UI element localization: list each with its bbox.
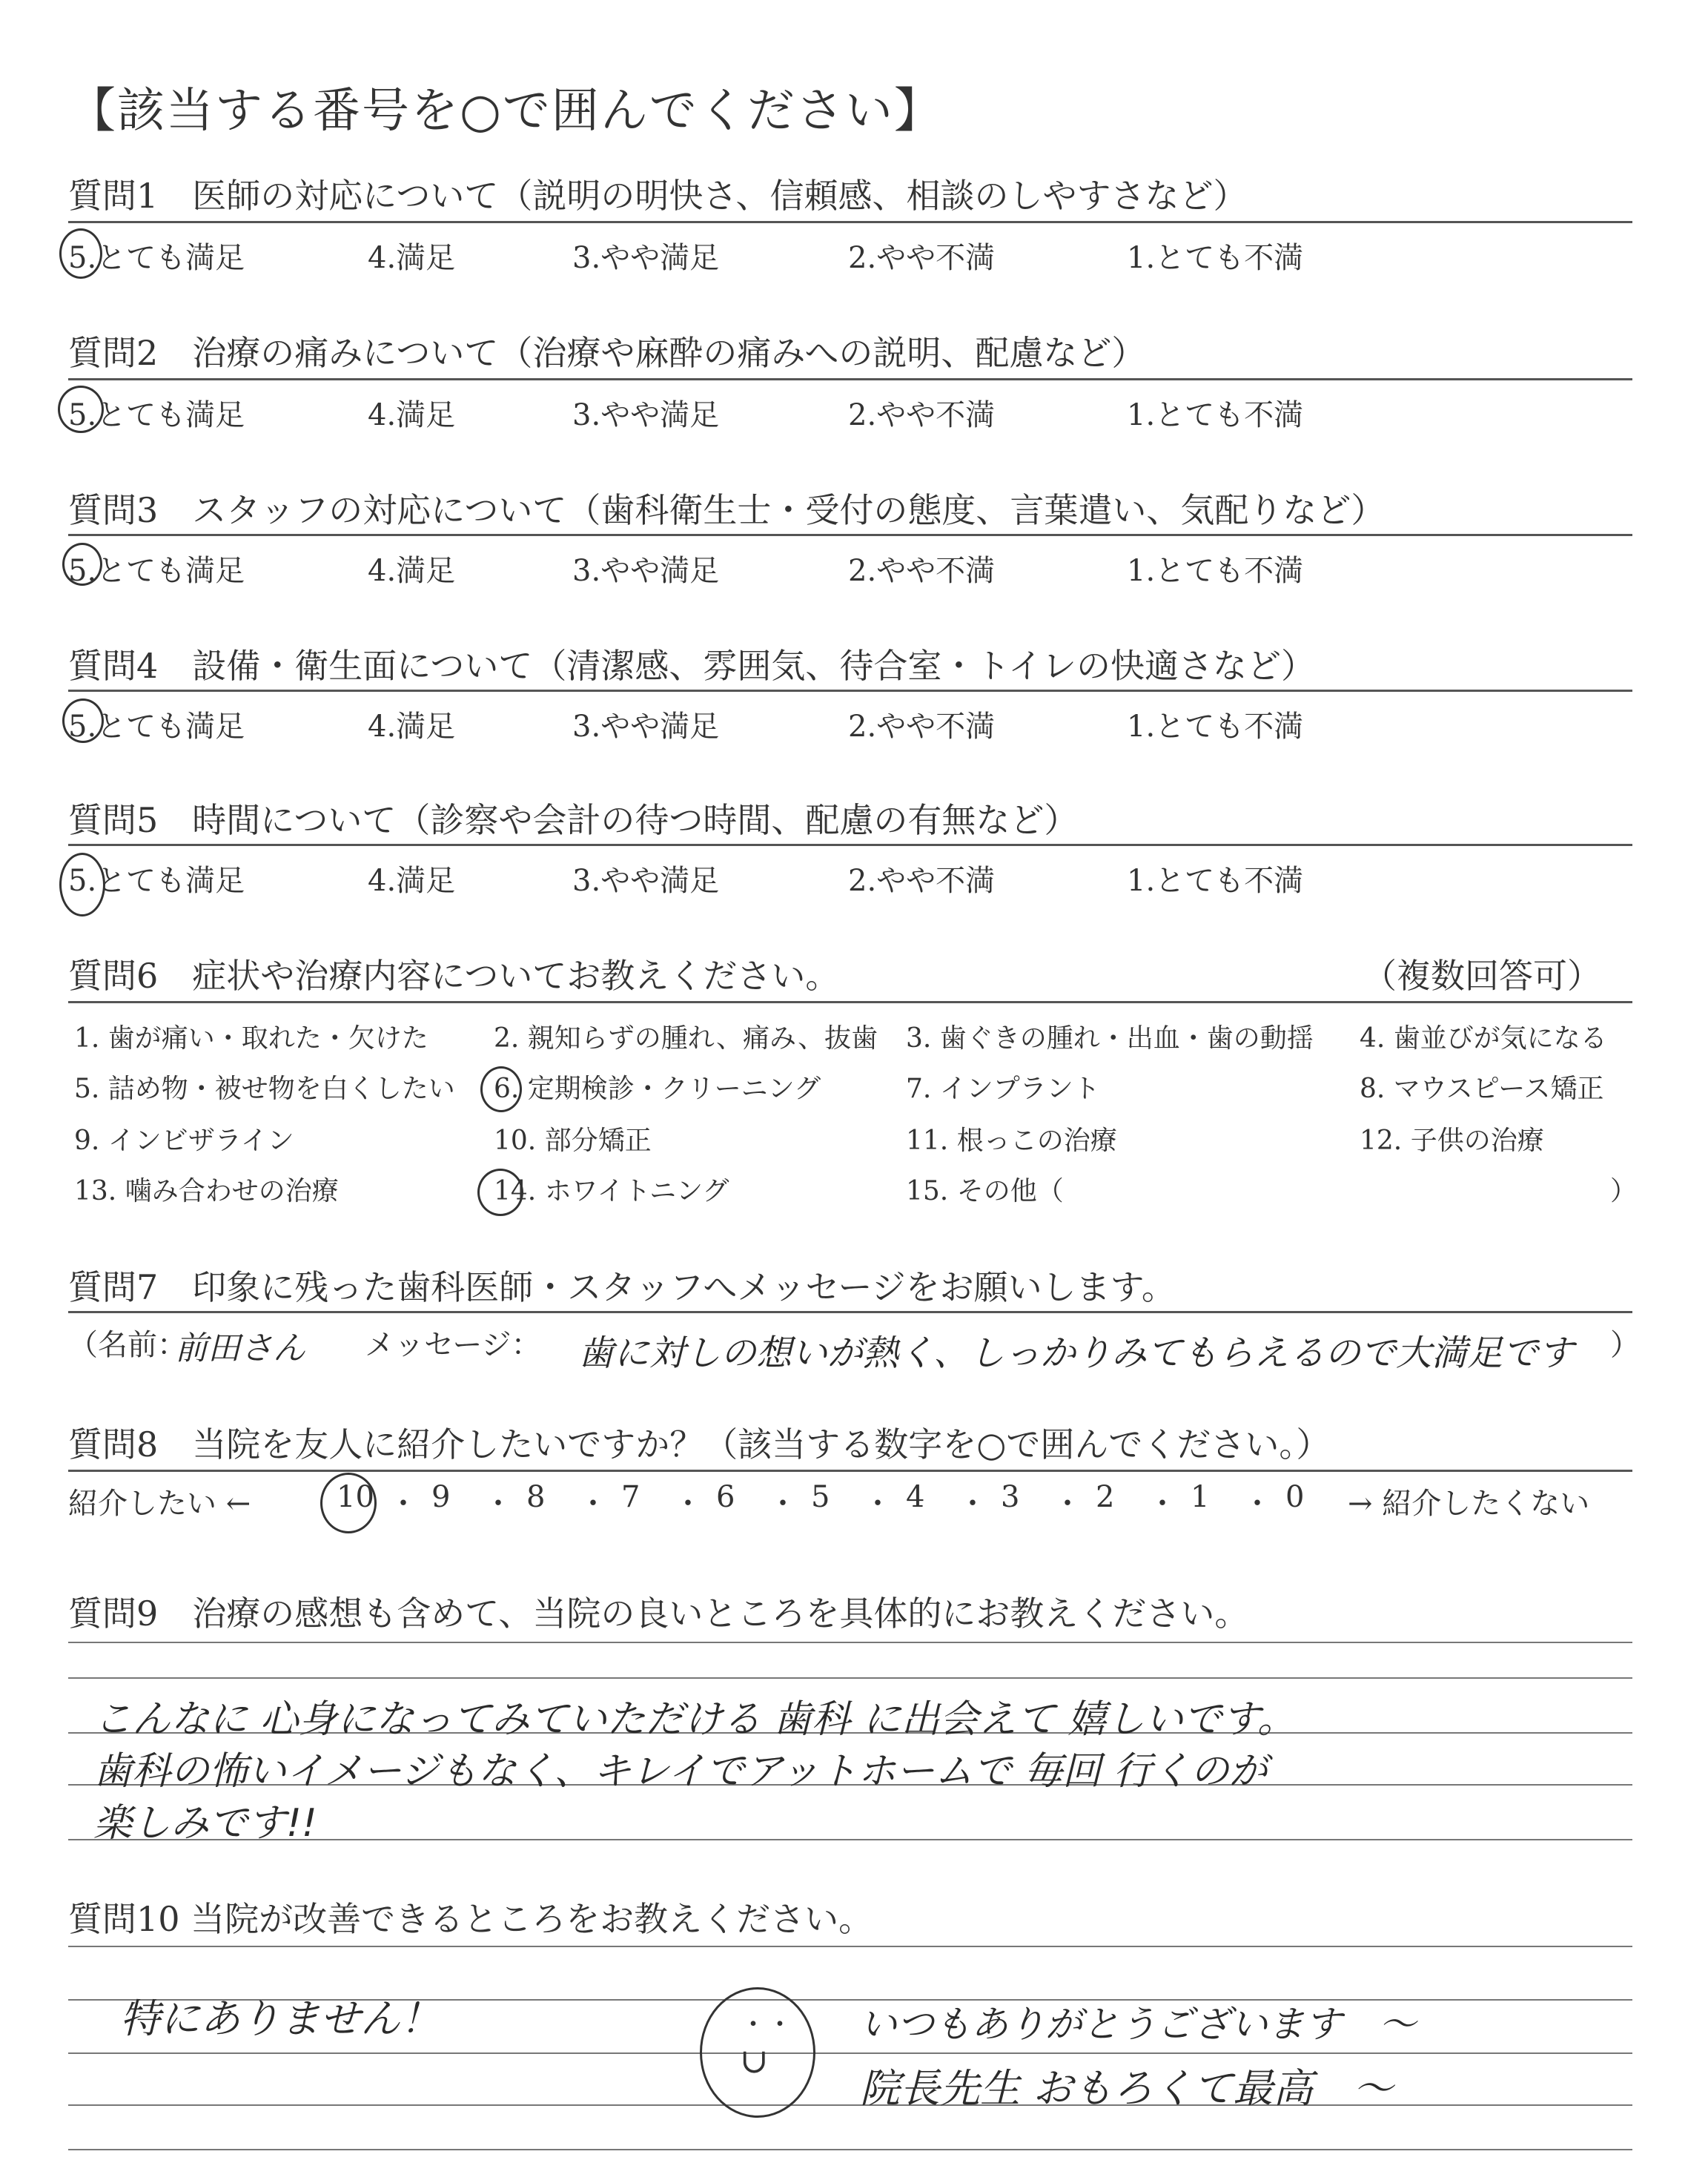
- q1-option-4[interactable]: 4.満足: [368, 241, 456, 275]
- q8-left-label: 紹介したい ←: [68, 1487, 251, 1521]
- q6-selection-circle-6: [480, 1066, 522, 1112]
- question-6-rule: [68, 1001, 1632, 1003]
- q6-option-7[interactable]: 7. インプラント: [906, 1074, 1100, 1104]
- q7-message-value[interactable]: 歯に対しの想いが熱く、しっかりみてもらえるので大満足です: [578, 1332, 1575, 1374]
- q5-option-4[interactable]: 4.満足: [368, 864, 456, 898]
- q10-answer-left[interactable]: 特にありません！: [120, 1995, 440, 2042]
- q10-line-3: [68, 2052, 1632, 2054]
- q8-scale-10[interactable]: 10: [337, 1480, 374, 1514]
- q6-option-5[interactable]: 5. 詰め物・被せ物を白くしたい: [74, 1074, 455, 1104]
- q8-right-label: → 紹介したくない: [1348, 1487, 1590, 1521]
- q9-line-1: [68, 1642, 1632, 1643]
- q6-selection-circle-14: [477, 1169, 523, 1216]
- q10-line-5: [68, 2149, 1632, 2150]
- smiley-eyes-icon: ・・: [740, 2009, 794, 2040]
- question-6-note: （複数回答可）: [1363, 956, 1601, 996]
- q3-option-1[interactable]: 1.とても不満: [1127, 554, 1304, 588]
- q6-option-12[interactable]: 12. 子供の治療: [1360, 1126, 1544, 1156]
- question-5-title: 質問5 時間について（診察や会計の待つ時間、配慮の有無など）: [68, 800, 1079, 840]
- q8-scale-8[interactable]: 8: [526, 1480, 546, 1514]
- question-7-title: 質問7 印象に残った歯科医師・スタッフへメッセージをお願いします。: [68, 1267, 1176, 1307]
- question-4-rule: [68, 690, 1632, 692]
- question-9-title: 質問9 治療の感想も含めて、当院の良いところを具体的にお教えください。: [68, 1593, 1249, 1634]
- q9-answer-line-1[interactable]: こんなに 心身になってみていただける 歯科 に出会えて 嬉しいです。: [93, 1697, 1296, 1742]
- q6-option-8[interactable]: 8. マウスピース矯正: [1360, 1074, 1604, 1104]
- q8-scale-7[interactable]: 7: [621, 1480, 640, 1514]
- q5-option-2[interactable]: 2.やや不満: [848, 864, 996, 898]
- q2-option-1[interactable]: 1.とても不満: [1127, 398, 1304, 432]
- q1-option-2[interactable]: 2.やや不満: [848, 241, 996, 275]
- question-10-title: 質問10 当院が改善できるところをお教えください。: [68, 1899, 873, 1939]
- q6-option-15-close: ）: [1610, 1176, 1638, 1206]
- q5-option-1[interactable]: 1.とても不満: [1127, 864, 1304, 898]
- q7-close-paren: ）: [1610, 1328, 1640, 1362]
- question-8-title: 質問8 当院を友人に紹介したいですか？（該当する数字を○で囲んでください。）: [68, 1424, 1331, 1464]
- q6-option-3[interactable]: 3. 歯ぐきの腫れ・出血・歯の動揺: [906, 1023, 1314, 1054]
- q2-option-2[interactable]: 2.やや不満: [848, 398, 996, 432]
- q4-selection-circle: [62, 698, 104, 743]
- question-8-rule: [68, 1470, 1632, 1472]
- q10-line-4: [68, 2104, 1632, 2106]
- q1-option-3[interactable]: 3.やや満足: [572, 241, 720, 275]
- q5-option-5[interactable]: 5.とても満足: [68, 864, 245, 898]
- q8-scale-separator: ・: [958, 1487, 987, 1521]
- question-7-rule: [68, 1311, 1632, 1313]
- q8-scale-3[interactable]: 3: [1001, 1480, 1020, 1514]
- q2-selection-circle: [58, 386, 104, 433]
- q8-scale-separator: ・: [1148, 1487, 1177, 1521]
- q2-option-4[interactable]: 4.満足: [368, 398, 456, 432]
- q8-scale-9[interactable]: 9: [431, 1480, 451, 1514]
- q7-name-value[interactable]: 前田さん: [175, 1330, 305, 1367]
- question-5-rule: [68, 844, 1632, 846]
- smiley-mouth-icon: ∪: [740, 2041, 769, 2081]
- q8-scale-separator: ・: [388, 1487, 418, 1521]
- q6-option-14[interactable]: 14. ホワイトニング: [494, 1176, 729, 1206]
- q6-option-15[interactable]: 15. その他（: [906, 1176, 1064, 1206]
- q4-option-4[interactable]: 4.満足: [368, 710, 456, 744]
- question-2-title: 質問2 治療の痛みについて（治療や麻酔の痛みへの説明、配慮など）: [68, 333, 1146, 373]
- q3-option-2[interactable]: 2.やや不満: [848, 554, 996, 588]
- q3-option-5[interactable]: 5.とても満足: [68, 554, 245, 588]
- q6-option-1[interactable]: 1. 歯が痛い・取れた・欠けた: [74, 1023, 428, 1054]
- q10-answer-right-line-1[interactable]: いつもありがとうございます 〜: [860, 2003, 1416, 2046]
- q6-option-4[interactable]: 4. 歯並びが気になる: [1360, 1023, 1607, 1054]
- q8-scale-separator: ・: [1053, 1487, 1082, 1521]
- q9-line-2: [68, 1677, 1632, 1679]
- q8-scale-separator: ・: [768, 1487, 798, 1521]
- q8-scale-4[interactable]: 4: [906, 1480, 925, 1514]
- q10-line-1: [68, 1946, 1632, 1947]
- q8-scale-separator: ・: [578, 1487, 608, 1521]
- q3-option-3[interactable]: 3.やや満足: [572, 554, 720, 588]
- q2-option-5[interactable]: 5.とても満足: [68, 398, 245, 432]
- q6-option-13[interactable]: 13. 噛み合わせの治療: [74, 1176, 339, 1206]
- q6-option-10[interactable]: 10. 部分矯正: [494, 1126, 652, 1156]
- q6-option-6[interactable]: 6. 定期検診・クリーニング: [494, 1074, 821, 1104]
- q10-answer-right-line-2[interactable]: 院長先生 おもろくて最高 〜: [860, 2065, 1394, 2112]
- q7-message-label: メッセージ：: [365, 1328, 541, 1362]
- q7-name-label: （名前：: [68, 1328, 187, 1362]
- q3-selection-circle: [62, 543, 102, 586]
- q5-selection-circle: [59, 853, 105, 916]
- q4-option-5[interactable]: 5.とても満足: [68, 710, 245, 744]
- question-6-title: 質問6 症状や治療内容についてお教えください。: [68, 956, 840, 996]
- q6-option-9[interactable]: 9. インビザライン: [74, 1126, 294, 1156]
- question-2-rule: [68, 378, 1632, 380]
- q3-option-4[interactable]: 4.満足: [368, 554, 456, 588]
- q2-option-3[interactable]: 3.やや満足: [572, 398, 720, 432]
- q1-option-1[interactable]: 1.とても不満: [1127, 241, 1304, 275]
- q4-option-3[interactable]: 3.やや満足: [572, 710, 720, 744]
- q6-option-11[interactable]: 11. 根っこの治療: [906, 1126, 1117, 1156]
- q8-scale-6[interactable]: 6: [716, 1480, 735, 1514]
- q8-scale-0[interactable]: 0: [1285, 1480, 1305, 1514]
- question-1-rule: [68, 221, 1632, 223]
- q8-scale-5[interactable]: 5: [811, 1480, 830, 1514]
- question-1-title: 質問1 医師の対応について（説明の明快さ、信頼感、相談のしやすさなど）: [68, 176, 1248, 216]
- question-3-title: 質問3 スタッフの対応について（歯科衛生士・受付の態度、言葉遣い、気配りなど）: [68, 490, 1386, 530]
- question-4-title: 質問4 設備・衛生面について（清潔感、雰囲気、待合室・トイレの快適さなど）: [68, 646, 1316, 686]
- q8-scale-separator: ・: [1242, 1487, 1272, 1521]
- q9-answer-line-3[interactable]: 楽しみです!!: [93, 1801, 317, 1846]
- q9-answer-line-2[interactable]: 歯科の怖いイメージもなく、キレイでアットホームで 毎回 行くのが: [93, 1749, 1268, 1794]
- form-heading: 【該当する番号を○で囲んでください】: [68, 84, 943, 139]
- q1-selection-circle: [59, 228, 102, 279]
- q4-option-1[interactable]: 1.とても不満: [1127, 710, 1304, 744]
- q8-selection-circle: [320, 1473, 377, 1533]
- q8-scale-separator: ・: [673, 1487, 703, 1521]
- q1-option-5[interactable]: 5.とても満足: [68, 241, 245, 275]
- q4-option-2[interactable]: 2.やや不満: [848, 710, 996, 744]
- q8-scale-separator: ・: [483, 1487, 513, 1521]
- question-3-rule: [68, 534, 1632, 536]
- q8-scale-2[interactable]: 2: [1096, 1480, 1115, 1514]
- q5-option-3[interactable]: 3.やや満足: [572, 864, 720, 898]
- q6-option-2[interactable]: 2. 親知らずの腫れ、痛み、抜歯: [494, 1023, 878, 1054]
- q8-scale-separator: ・: [863, 1487, 893, 1521]
- q8-scale-1[interactable]: 1: [1191, 1480, 1210, 1514]
